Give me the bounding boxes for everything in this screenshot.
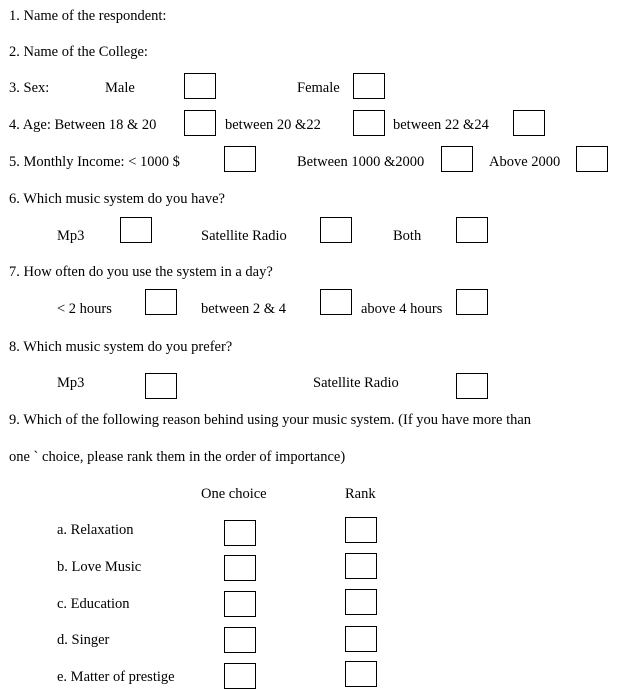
- q3-male-checkbox[interactable]: [184, 73, 216, 99]
- q8-mp3-checkbox[interactable]: [145, 373, 177, 399]
- q6-mp3-checkbox[interactable]: [120, 217, 152, 243]
- q3-option-male: Male: [105, 80, 135, 96]
- q9-line1: 9. Which of the following reason behind using your music system. (If you have more than: [9, 412, 532, 428]
- q6-satellite-radio-checkbox[interactable]: [320, 217, 352, 243]
- q4-20-22-checkbox[interactable]: [353, 110, 385, 136]
- q8-satellite-radio-checkbox[interactable]: [456, 373, 488, 399]
- q9-love-music-rank-box[interactable]: [345, 553, 377, 579]
- q6-option-both: Both: [393, 228, 422, 244]
- q6-both-checkbox[interactable]: [456, 217, 488, 243]
- q3-female-checkbox[interactable]: [353, 73, 385, 99]
- q8-label: 8. Which music system do you prefer?: [9, 339, 233, 355]
- q4-label: 4. Age: Between 18 & 20: [9, 117, 157, 133]
- q9-reason-singer: d. Singer: [57, 632, 110, 648]
- q9-singer-choice-box[interactable]: [224, 627, 256, 653]
- q9-reason-relaxation: a. Relaxation: [57, 522, 134, 538]
- q3-option-female: Female: [297, 80, 340, 96]
- q5-option-1000-2000: Between 1000 &2000: [297, 154, 425, 170]
- q4-22-24-checkbox[interactable]: [513, 110, 545, 136]
- q4-option-20-22: between 20 &22: [225, 117, 321, 133]
- q9-header-one-choice: One choice: [201, 486, 267, 502]
- q9-reason-matter-of-prestige: e. Matter of prestige: [57, 669, 175, 685]
- q9-line2: one ` choice, please rank them in the order of importance): [9, 449, 346, 465]
- q7-label: 7. How often do you use the system in a day?: [9, 264, 273, 280]
- q8-option-mp3: Mp3: [57, 375, 85, 391]
- q4-18-20-checkbox[interactable]: [184, 110, 216, 136]
- q9-love-music-choice-box[interactable]: [224, 555, 256, 581]
- q5-label: 5. Monthly Income: < 1000 $: [9, 154, 180, 170]
- q9-relaxation-choice-box[interactable]: [224, 520, 256, 546]
- q4-option-22-24: between 22 &24: [393, 117, 489, 133]
- q9-reason-education: c. Education: [57, 596, 130, 612]
- q9-prestige-choice-box[interactable]: [224, 663, 256, 689]
- q7-above-4-checkbox[interactable]: [456, 289, 488, 315]
- q6-option-satellite-radio: Satellite Radio: [201, 228, 287, 244]
- q5-option-above-2000: Above 2000: [489, 154, 561, 170]
- q7-under-2-checkbox[interactable]: [145, 289, 177, 315]
- q7-option-2-4: between 2 & 4: [201, 301, 286, 317]
- q9-education-rank-box[interactable]: [345, 589, 377, 615]
- q6-option-mp3: Mp3: [57, 228, 85, 244]
- q7-option-under-2: < 2 hours: [57, 301, 112, 317]
- q1-label: 1. Name of the respondent:: [9, 8, 167, 24]
- q5-1000-2000-checkbox[interactable]: [441, 146, 473, 172]
- q3-label: 3. Sex:: [9, 80, 50, 96]
- q5-above-2000-checkbox[interactable]: [576, 146, 608, 172]
- q9-singer-rank-box[interactable]: [345, 626, 377, 652]
- q6-label: 6. Which music system do you have?: [9, 191, 225, 207]
- q9-prestige-rank-box[interactable]: [345, 661, 377, 687]
- q7-2-4-checkbox[interactable]: [320, 289, 352, 315]
- q2-label: 2. Name of the College:: [9, 44, 148, 60]
- q9-header-rank: Rank: [345, 486, 376, 502]
- q5-under-1000-checkbox[interactable]: [224, 146, 256, 172]
- q9-reason-love-music: b. Love Music: [57, 559, 142, 575]
- q9-education-choice-box[interactable]: [224, 591, 256, 617]
- q8-option-satellite-radio: Satellite Radio: [313, 375, 399, 391]
- q9-relaxation-rank-box[interactable]: [345, 517, 377, 543]
- q7-option-above-4: above 4 hours: [361, 301, 443, 317]
